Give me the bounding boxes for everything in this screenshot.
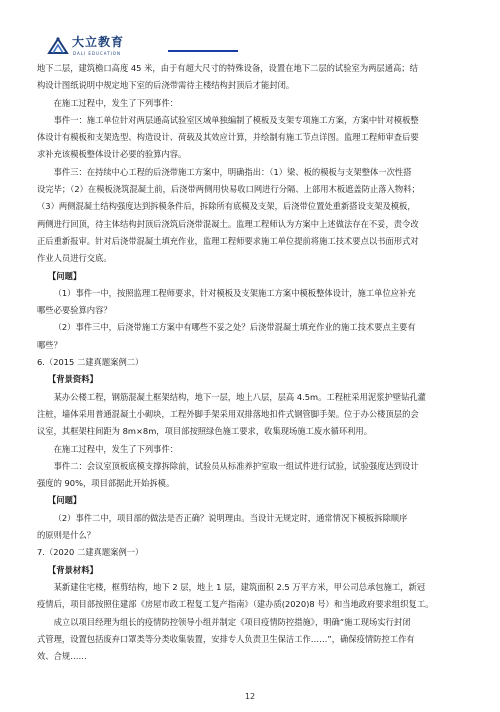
text-line: 哪些？ (37, 339, 62, 350)
section-tag: 【问题】 (48, 495, 82, 506)
document-body (37, 60, 469, 665)
text-line: 正后重新报审。针对后浇带混凝土填充作业，监理工程师要求施工单位提前将施工技术要点以书面形式对 (37, 235, 419, 246)
text-line: 疫情后，项目部按照住建部《房屋市政工程复工复产指南》（建办质(2020)8 号）和当地政府要求组织复工。 (37, 599, 434, 610)
header-rule (168, 50, 238, 52)
case-heading: 7.（2020 二建真题案例一） (37, 547, 144, 558)
section-tag: 【问题】 (48, 270, 82, 281)
dali-logo-icon (47, 36, 69, 56)
text-line: 地下二层，建筑檐口高度 45 米，由于有超大尺寸的特殊设备，设置在地下二层的试验室为两层通高；结 (37, 63, 418, 73)
section-tag: 【背景资料】 (48, 374, 98, 385)
section-tag: 【背景材料】 (48, 564, 98, 575)
text-line: 设完毕；（2）在模板浇筑混凝土前，后浇带两侧用快易收口网进行分隔、上部用木板遮盖防止落入物料； (37, 184, 420, 195)
text-line: 注桩，墙体采用普通混凝土小砌块，工程外脚手架采用双排落地扣件式钢管脚手架。位于办公楼顶层的会 (37, 408, 419, 419)
text-line: 在施工过程中，发生了下列事件： (53, 443, 179, 454)
text-line: 强度的 90%，项目部据此开始拆模。 (37, 478, 175, 489)
text-line: 某新建住宅楼，框剪结构，地下 2 层，地上 1 层，建筑面积 2.5 万平方米，甲公司总承包施工，新冠 (53, 581, 426, 592)
text-line: 某办公楼工程，钢筋混凝土框架结构，地下一层，地上八层，层高 4.5m。工程桩采用泥浆护壁钻孔灌 (53, 391, 426, 402)
text-line: 事件二：会议室顶板底模支撑拆除前，试验员从标准养护室取一组试件进行试验，试验强度达到设计 (53, 460, 419, 471)
brand-name-en: DALI EDUCATION (73, 51, 121, 56)
text-line: 议室，其框架柱间距为 8m×8m，项目部按照绿色施工要求，收集现场施工废水循环利用。 (37, 426, 373, 437)
text-line: 事件一：施工单位针对两层通高试验室区域单独编制了模板及支架专项施工方案，方案中针对模板整 (53, 114, 419, 125)
text-line: 成立以项目经理为组长的疫情防控领导小组并制定《项目疫情防控措施》，明确“施工现场实行封闭 (53, 616, 411, 627)
case-heading: 6.（2015 二建真题案例二） (37, 357, 144, 368)
text-line: 构设计图纸说明中规定地下室的后浇带需待主楼结构封顶后才能封闭。 (37, 80, 295, 91)
text-line: 在施工过程中，发生了下列事件： (53, 97, 179, 108)
text-line: 体设计有模板和支架选型、构造设计、荷载及其效应计算，并绘制有施工节点详图。监理工程师审查后要 (37, 132, 419, 143)
text-line: 事件三：在持续中心工程的后浇带施工方案中，明确指出：（1）梁、板的模板与支架整体一次性搭 (53, 166, 412, 177)
text-line: 两侧进行回顶，待主体结构封顶后浇筑后浇带混凝土。监理工程师认为方案中上述做法存在不妥，责令改 (37, 218, 419, 229)
text-line: 效、合规…… (37, 651, 87, 662)
text-line: 作业人员进行交底。 (37, 253, 112, 264)
text-line: （2）事件三中，后浇带施工方案中有哪些不妥之处？后浇带混凝土填充作业的施工技术要点主要有 (53, 322, 416, 333)
text-line: （1）事件一中，按照监理工程师要求，针对模板及支架施工方案中模板整体设计，施工单位应补充 (53, 287, 416, 298)
page-header (0, 0, 500, 60)
brand-name: 大立教育 (72, 35, 125, 49)
text-line: 的原则是什么？ (37, 530, 96, 541)
page-number: 12 (244, 692, 256, 701)
text-line: （3）两侧混凝土结构强度达到拆模条件后，拆除所有底模及支架，后浇带位置处重新搭设支架及模板， (37, 201, 416, 212)
text-line: 求补充该模板整体设计必要的验算内容。 (37, 149, 187, 160)
text-line: 哪些必要验算内容？ (37, 305, 112, 316)
text-line: （2）事件二中，项目部的做法是否正确？说明理由。当设计无规定时，通常情况下模板拆除顺序 (53, 512, 408, 523)
text-line: 式管理，设置包括废弃口罩类等分类收集装置，安排专人负责卫生保洁工作……”，确保疫情防控工作有 (37, 633, 415, 644)
